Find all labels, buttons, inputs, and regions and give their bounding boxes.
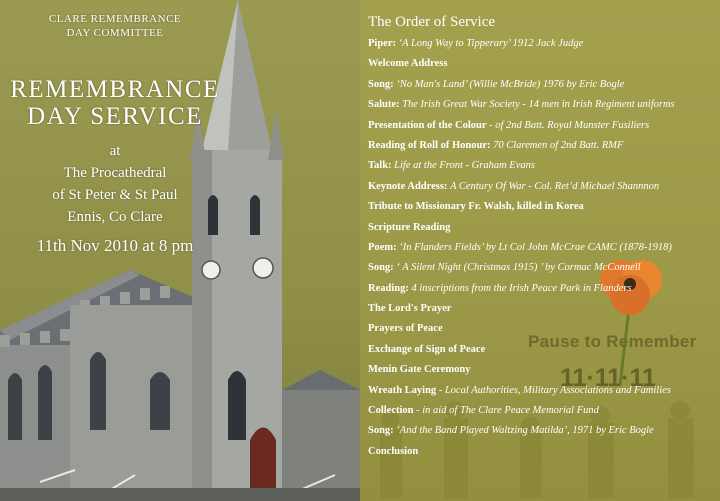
event-title-line-1: REMEMBRANCE	[10, 76, 220, 103]
service-item-detail: ‘In Flanders Fields’ by Lt Col John McCrae CAMC (1878-1918)	[399, 241, 672, 253]
service-item-detail: - in aid of The Clare Peace Memorial Fund	[416, 405, 599, 417]
event-date-time: 11th Nov 2010 at 8 pm	[36, 236, 194, 255]
service-item-label: Menin Gate Ceremony	[368, 364, 471, 376]
service-item	[368, 446, 718, 466]
service-item-detail: A Century Of War - Col. Ret’d Michael Shannnon	[450, 180, 660, 192]
service-item-label: Piper:	[368, 38, 396, 49]
service-item	[368, 181, 718, 201]
service-item	[368, 120, 718, 140]
service-item	[368, 99, 718, 119]
service-item-label: Conclusion	[368, 445, 419, 457]
service-item-label: Keynote Address:	[368, 180, 448, 192]
service-item-label: Exchange of Sign of Peace	[368, 343, 486, 355]
service-item-label: The Lord's Prayer	[368, 303, 452, 315]
service-item	[368, 425, 718, 445]
service-item	[368, 262, 718, 282]
service-item	[368, 364, 718, 384]
event-title-line-2: DAY SERVICE	[27, 103, 203, 130]
event-title	[0, 76, 230, 130]
service-item-detail: ‘ A Silent Night (Christmas 1915) ’ by Cormac McConnell	[396, 262, 641, 274]
pause-date: 11·11·11	[560, 364, 656, 392]
service-item-label: Tribute to Missionary Fr. Walsh, killed in Korea	[368, 201, 584, 213]
service-item	[368, 222, 718, 242]
service-item-label: Salute:	[368, 99, 400, 111]
service-item	[368, 160, 718, 180]
service-item	[368, 79, 718, 99]
service-item	[368, 242, 718, 262]
service-item-label: Scripture Reading	[368, 221, 451, 233]
service-item	[368, 58, 718, 78]
service-item-label: Song:	[368, 425, 394, 437]
service-item-label: Wreath Laying	[368, 384, 437, 396]
service-item-detail: ‘And the Band Played Waltzing Matilda’, 1971 by Eric Bogle	[396, 425, 654, 437]
service-item	[368, 38, 718, 58]
service-item-detail: - Local Authorities, Military Associations and Families	[438, 384, 671, 396]
pause-to-remember-text: Pause to Remember	[528, 332, 697, 351]
service-item-label: Prayers of Peace	[368, 323, 443, 335]
committee-line-1: CLARE REMEMBRANCE	[48, 13, 182, 25]
service-item-label: Reading:	[368, 282, 409, 294]
service-item-detail: Life at the Front - Graham Evans	[394, 160, 535, 172]
venue-line-1: The Procathedral	[63, 165, 167, 181]
service-item-detail: ‘A Long Way to Tipperary’ 1912 Jack Judge	[398, 38, 584, 49]
service-item-label: Reading of Roll of Honour:	[368, 139, 491, 151]
service-item-label: Talk:	[368, 160, 392, 172]
service-item	[368, 283, 718, 303]
service-item-label: Song:	[368, 262, 394, 274]
committee-name	[10, 12, 220, 40]
order-of-service-list	[368, 38, 718, 466]
service-item	[368, 201, 718, 221]
venue-line-2: of St Peter & St Paul	[52, 187, 178, 203]
service-item-label: Presentation of the Colour	[368, 119, 487, 131]
service-item-detail: 4 inscriptions from the Irish Peace Park in Flanders	[411, 282, 632, 294]
order-of-service-heading: The Order of Service	[368, 14, 496, 30]
service-item-label: Song:	[368, 78, 394, 90]
service-item-detail: 70 Claremen of 2nd Batt. RMF	[493, 139, 624, 151]
service-item	[368, 405, 718, 425]
service-item	[368, 385, 718, 405]
service-item-detail: ‘No Man's Land’ (Willie McBride) 1976 by Eric Bogle	[396, 78, 625, 90]
service-item	[368, 303, 718, 323]
service-item-label: Welcome Address	[368, 58, 448, 70]
poster-right-panel	[360, 0, 720, 501]
venue-line-3: Ennis, Co Clare	[67, 209, 163, 225]
service-item	[368, 140, 718, 160]
service-item-label: Collection	[368, 405, 414, 417]
at-label: at	[109, 143, 121, 159]
service-item-detail: - of 2nd Batt. Royal Munster Fusiliers	[489, 119, 650, 131]
committee-line-2: DAY COMMITTEE	[66, 27, 164, 39]
service-item-label: Poem:	[368, 241, 397, 253]
service-item-detail: The Irish Great War Society - 14 men in Irish Regiment uniforms	[402, 99, 675, 111]
